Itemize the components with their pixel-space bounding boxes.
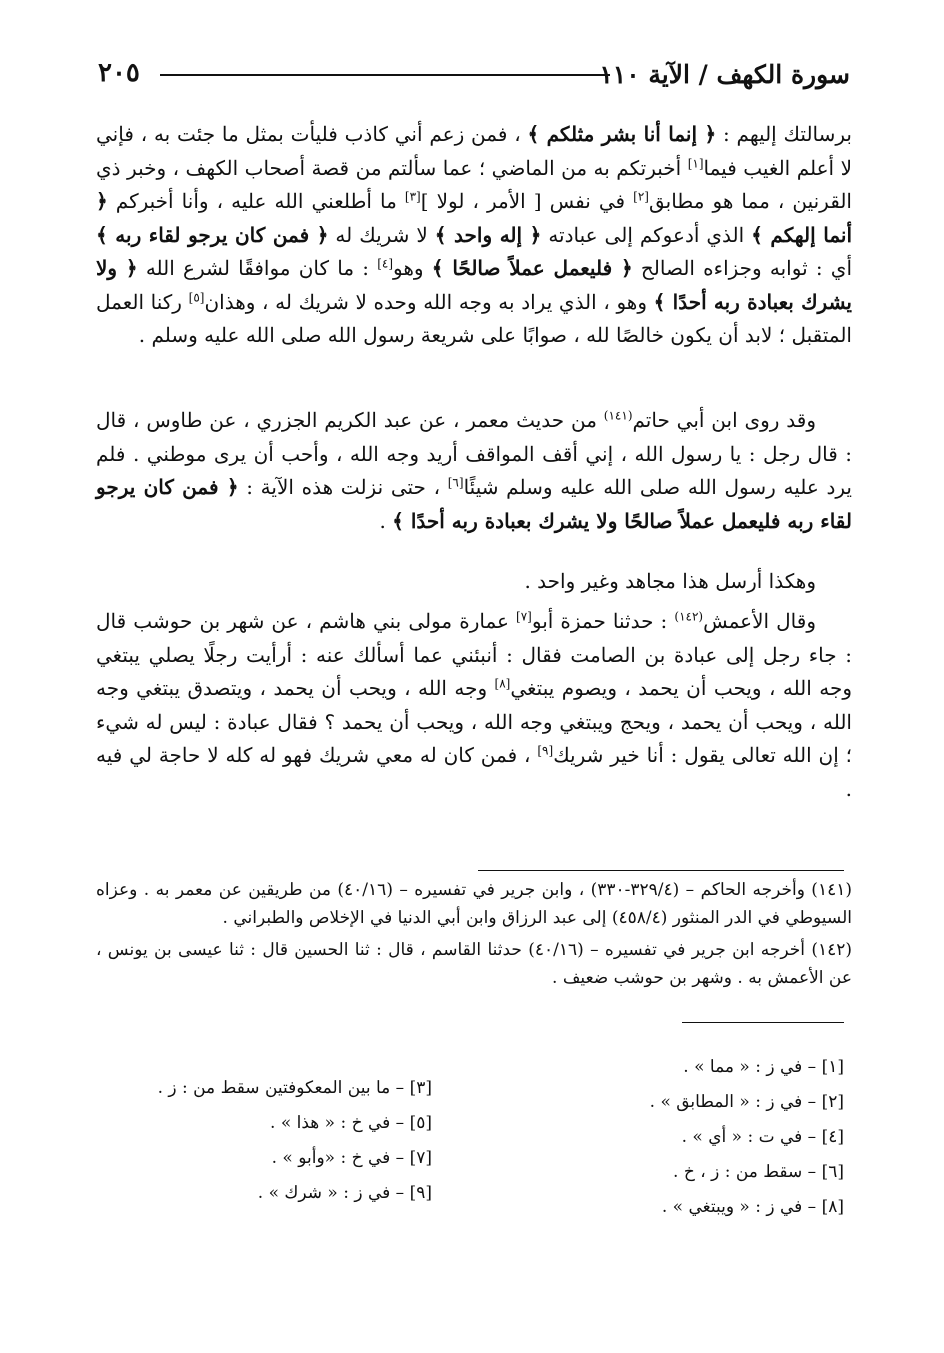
footnotes bbox=[96, 876, 852, 996]
quran-quote: ﴿ إنما أنا بشر مثلكم ﴾ bbox=[527, 122, 717, 146]
variant-notes-right bbox=[524, 1050, 844, 1225]
footnote-divider bbox=[478, 870, 844, 871]
variant-notes-divider bbox=[682, 1022, 844, 1023]
variant-marker: [٣] bbox=[404, 189, 421, 204]
variant-note: [٨] – في ز : « ويبتغي » . bbox=[661, 1197, 844, 1217]
text-span: وجه الله ، ويحب أن يحمد ، ويتصدق يبتغي وجه الله ، ويحب أن يحمد ، ويحج ويبتغي وجه الله ، ويحب أن يحمد ؟ فقال عبادة : ليس له شيء ؛ إن الله تعالى يقول : أنا خير شريك bbox=[96, 676, 852, 767]
text-span: من حديث معمر ، عن عبد الكريم الجزري ، عن طاوس ، قال : قال رجل : يا رسول الله ، إني أقف المواقف أريد وجه الله ، وأحب أن يرى موطني . فلم يرد عليه رسول الله صلى الله عليه وسلم شيئًا bbox=[96, 408, 852, 499]
variant-notes-left bbox=[92, 1071, 432, 1211]
quran-quote: ﴿ فمن كان يرجو لقاء ربه فليعمل عملاً صالحًا ولا يشرك بعبادة ربه أحدًا ﴾ bbox=[96, 475, 852, 533]
header-rule bbox=[160, 74, 610, 76]
variant-note: [٣] – ما بين المعكوفتين سقط من : ز . bbox=[157, 1078, 432, 1098]
text-span: وقد روى ابن أبي حاتم bbox=[632, 408, 817, 432]
variant-note: [٤] – في ت : « أي » . bbox=[681, 1127, 844, 1147]
text-span: وهو ، الذي يراد به وجه الله وحده لا شريك له ، وهذان bbox=[204, 289, 654, 314]
variant-marker: [٦] bbox=[447, 475, 464, 490]
tafsir-paragraph-3 bbox=[96, 565, 852, 599]
variant-note: [٧] – في خ : «وأبو » . bbox=[271, 1148, 432, 1168]
variant-marker: [٨] bbox=[494, 676, 511, 691]
text-span: برسالتك إليهم : bbox=[716, 122, 852, 146]
variant-marker: [٢] bbox=[633, 189, 649, 204]
quran-quote: ﴿ فليعمل عملاً صالحًا ﴾ bbox=[431, 256, 633, 280]
footnote: (١٤٢) أخرجه ابن جرير في تفسيره – (٤٠/١٦) حدثنا القاسم ، قال : ثنا الحسين قال : ثنا عيسى بن يونس ، عن الأعمش به . وشهر بن حوشب ضعيف . bbox=[96, 940, 853, 988]
text-span: عمارة مولى بني هاشم ، عن شهر بن حوشب قال : جاء رجل إلى عبادة بن الصامت فقال : أنبئني عما أسألك عنه : أرأيت رجلًا يصلي يبتغي وجه الله ، ويحب أن يحمد ، ويصوم يبتغي bbox=[96, 609, 852, 700]
page-number: ٢٠٥ bbox=[98, 58, 140, 88]
text-span: . bbox=[379, 508, 393, 533]
tafsir-paragraph-4 bbox=[96, 605, 852, 806]
variant-note: [١] – في ز : « مما » . bbox=[683, 1057, 844, 1077]
variant-marker: [١] bbox=[687, 155, 704, 170]
text-span: ما أطلعني الله عليه ، وأنا أخبركم bbox=[107, 189, 405, 213]
text-span: ، فمن زعم أني كاذب فليأت بمثل ما جئت به ، فإني لا أعلم الغيب فيما bbox=[96, 122, 853, 180]
variant-marker: [٧] bbox=[516, 609, 532, 624]
text-span: وهو bbox=[393, 256, 432, 280]
footnote-marker: (١٤٢) bbox=[674, 609, 704, 624]
variant-marker: [٤] bbox=[377, 256, 394, 271]
text-span: لا شريك له bbox=[328, 222, 435, 247]
text-span: : ما كان موافقًا لشرع الله bbox=[137, 256, 378, 280]
quran-quote: ﴿ إله واحد ﴾ bbox=[434, 222, 542, 247]
tafsir-paragraph-1 bbox=[96, 118, 852, 353]
footnote: (١٤١) وأخرجه الحاكم – (٣٢٩/٤-٣٣٠) ، وابن جرير في تفسيره – (٤٠/١٦) من طريقين عن معمر به . وعزاه السيوطي في الدر المنثور (٤٥٨/٤) إلى عبد الرزاق وابن أبي الدنيا في الإخلاص والطبراني . bbox=[96, 880, 852, 928]
running-title: سورة الكهف / الآية ١١٠ bbox=[599, 60, 850, 89]
variant-note: [٩] – في ز : « شرك » . bbox=[257, 1183, 432, 1203]
text-span: : حدثنا حمزة أبو bbox=[531, 609, 675, 633]
variant-note: [٥] – في خ : « هذا » . bbox=[270, 1113, 432, 1133]
text-span: ، حتى نزلت هذه الآية : bbox=[238, 475, 448, 499]
variant-marker: [٩] bbox=[537, 743, 554, 758]
text-span: وهكذا أرسل هذا مجاهد وغير واحد . bbox=[524, 569, 816, 593]
variant-marker: [٥] bbox=[188, 289, 205, 304]
page-header bbox=[98, 58, 850, 98]
text-span: الذي أدعوكم إلى عبادته bbox=[541, 222, 752, 247]
footnote-marker: (١٤١) bbox=[603, 408, 633, 423]
text-span: ركنا العمل المتقبل ؛ لابد أن يكون خالصًا لله ، صوابًا على شريعة رسول الله صلى الله عليه وسلم . bbox=[96, 289, 852, 347]
quran-quote: ﴿ فمن كان يرجو لقاء ربه ﴾ bbox=[96, 222, 329, 247]
text-span: أخبرتكم به من الماضي ؛ عما سألتم من قصة أصحاب الكهف ، وخبر ذي القرنين ، مما هو مطابق bbox=[96, 155, 852, 213]
quran-quote: ﴿ أنما إلهكم ﴾ bbox=[96, 189, 853, 247]
text-span: أي : ثوابه وجزاءه الصالح bbox=[632, 256, 853, 280]
quran-quote: ﴿ ولا يشرك بعبادة ربه أحدًا ﴾ bbox=[96, 256, 853, 314]
tafsir-paragraph-2 bbox=[96, 404, 852, 538]
text-span: ، فمن كان له معي شريك فهو له كله لا حاجة لي فيه . bbox=[96, 743, 852, 801]
text-span: في نفس [ الأمر ، لولا ] bbox=[420, 189, 634, 213]
variant-note: [٦] – سقط من : ز ، خ . bbox=[673, 1162, 844, 1182]
text-span: وقال الأعمش bbox=[703, 609, 816, 633]
variant-note: [٢] – في ز : « المطابق » . bbox=[649, 1092, 844, 1112]
